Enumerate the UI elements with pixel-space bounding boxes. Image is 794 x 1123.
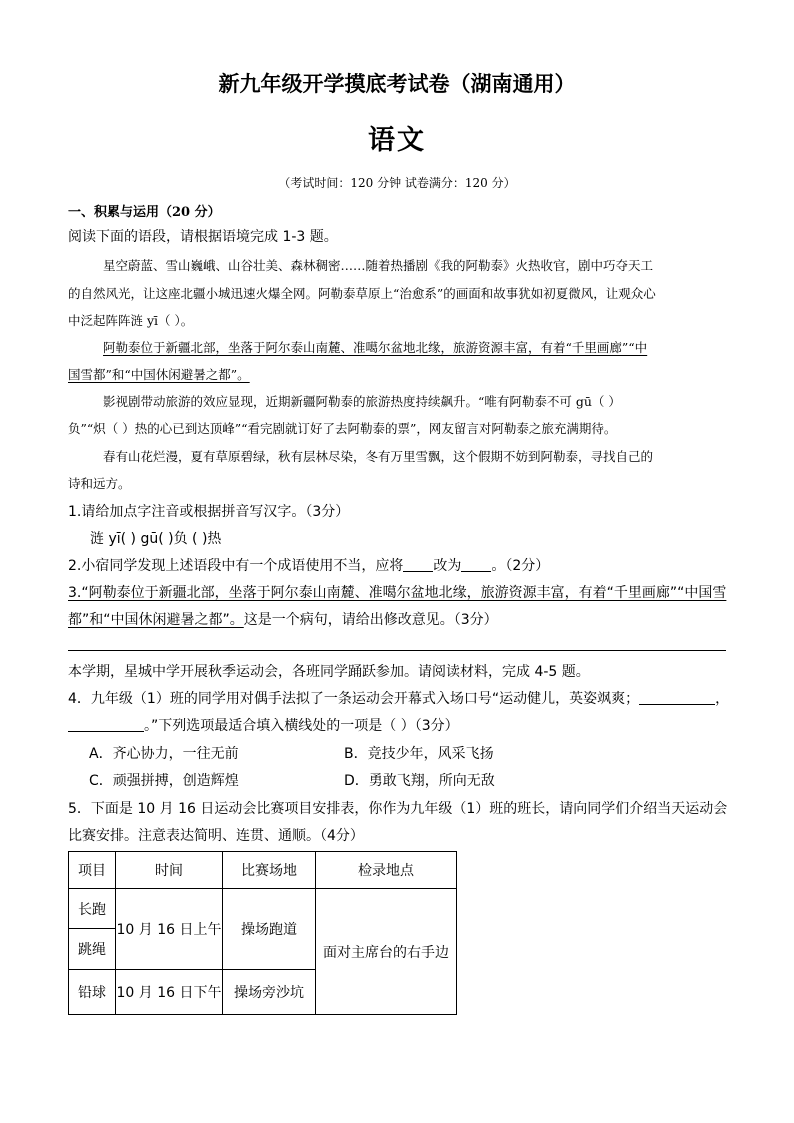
passage-line: 诗和远方。 xyxy=(68,476,131,491)
option-d: D．勇敢飞翔，所向无敌 xyxy=(344,773,495,789)
question-3-underlined: 都”和“中国休闲避暑之都”。 xyxy=(68,612,244,628)
passage-line: 春有山花烂漫，夏有草原碧绿，秋有层林尽染，冬有万里雪飘，这个假期不妨到阿勒泰，寻找自己的 xyxy=(103,449,654,464)
question-5-line1: 5．下面是 10 月 16 日运动会比赛项目安排表，你作为九年级（1）班的班长，请向同学们介绍当天运动会 xyxy=(68,801,728,817)
schedule-table xyxy=(68,851,457,1015)
passage-line: 影视剧带动旅游的效应显现，近期新疆阿勒泰的旅游热度持续飙升。“唯有阿勒泰不可 gū（ ） xyxy=(103,394,621,409)
table-cell: 10 月 16 日上午 xyxy=(116,889,223,970)
option-a: A．齐心协力，一往无前 xyxy=(89,746,239,762)
exam-meta: （考试时间：120 分钟 试卷满分：120 分） xyxy=(278,176,516,190)
question-2 xyxy=(68,555,549,575)
table-header-cell: 检录地点 xyxy=(316,852,457,889)
exam-title: 新九年级开学摸底考试卷（湖南通用） xyxy=(218,71,576,96)
answer-blank[interactable] xyxy=(461,557,491,572)
question-5-line2: 比赛安排。注意表达简明、连贯、通顺。（4分） xyxy=(68,828,364,844)
table-cell: 操场旁沙坑 xyxy=(223,970,316,1015)
passage-line: 中泛起阵阵涟 yī（ ）。 xyxy=(68,313,194,328)
question-4-text: 4．九年级（1）班的同学用对偶手法拟了一条运动会开幕式入场口号“运动健儿，英姿飒爽； xyxy=(68,691,640,707)
section-intro: 阅读下面的语段，请根据语境完成 1-3 题。 xyxy=(68,229,338,245)
answer-blank[interactable] xyxy=(639,690,715,705)
passage-underlined-line: 国雪都”和“中国休闲避暑之都”。 xyxy=(68,367,250,382)
table-cell: 铅球 xyxy=(69,970,116,1015)
passage-line: 的自然风光，让这座北疆小城迅速火爆全网。阿勒泰草原上“治愈系”的画面和故事犹如初夏微风，让观众心 xyxy=(68,286,656,301)
answer-blank[interactable] xyxy=(403,557,433,572)
table-header-cell: 比赛场地 xyxy=(223,852,316,889)
section-heading: 一、积累与运用（20 分） xyxy=(68,205,221,220)
question-2-mid: 改为 xyxy=(433,558,462,574)
answer-blank[interactable] xyxy=(68,717,144,732)
passage-line: 星空蔚蓝、雪山巍峨、山谷壮美、森林稠密……随着热播剧《我的阿勒泰》火热收官，剧中巧夺天工 xyxy=(103,258,654,273)
passage-underlined-line: 阿勒泰位于新疆北部，坐落于阿尔泰山南麓、准噶尔盆地北缘，旅游资源丰富，有着“千里画廊”“中 xyxy=(103,340,648,355)
table-cell: 操场跑道 xyxy=(223,889,316,970)
passage-line: 负”“炽（ ）热的心已到达顶峰”“看完剧就订好了去阿勒泰的票”，网友留言对阿勒泰之旅充满期待。 xyxy=(68,421,617,436)
table-cell: 面对主席台的右手边 xyxy=(316,889,457,1015)
question-1: 1.请给加点字注音或根据拼音写汉字。（3分） xyxy=(68,504,350,520)
section2-intro: 本学期，星城中学开展秋季运动会，各班同学踊跃参加。请阅读材料，完成 4-5 题。 xyxy=(68,664,590,680)
table-header-cell: 时间 xyxy=(116,852,223,889)
table-header-cell: 项目 xyxy=(69,852,116,889)
table-cell: 长跑 xyxy=(69,889,116,929)
question-3-line2 xyxy=(68,609,498,629)
table-cell: 10 月 16 日下午 xyxy=(116,970,223,1015)
option-c: C．顽强拼搏，创造辉煌 xyxy=(89,773,239,789)
question-4-text: 。”下列选项最适合填入横线处的一项是（ ）（3分） xyxy=(144,718,459,734)
question-4-line2 xyxy=(68,715,459,735)
table-header-row xyxy=(69,852,457,889)
question-3-rest: 这是一个病句，请给出修改意见。（3分） xyxy=(243,612,498,628)
option-b: B．竞技少年，风采飞扬 xyxy=(344,746,494,762)
question-2-post: 。（2分） xyxy=(491,558,550,574)
question-4-line1 xyxy=(68,688,729,708)
table-row xyxy=(69,889,457,929)
subject-title: 语文 xyxy=(368,125,426,156)
table-cell: 跳绳 xyxy=(69,929,116,970)
question-3-line1: 3.“阿勒泰位于新疆北部，坐落于阿尔泰山南麓、准噶尔盆地北缘，旅游资源丰富，有着“千里画廊”“中国雪 xyxy=(68,585,727,601)
question-4-comma: ， xyxy=(715,691,730,707)
answer-line[interactable] xyxy=(68,650,726,651)
question-1-items: 涟 yī( ) gū( )负 ( )热 xyxy=(90,531,222,547)
question-2-pre: 2.小宿同学发现上述语段中有一个成语使用不当，应将 xyxy=(68,558,404,574)
